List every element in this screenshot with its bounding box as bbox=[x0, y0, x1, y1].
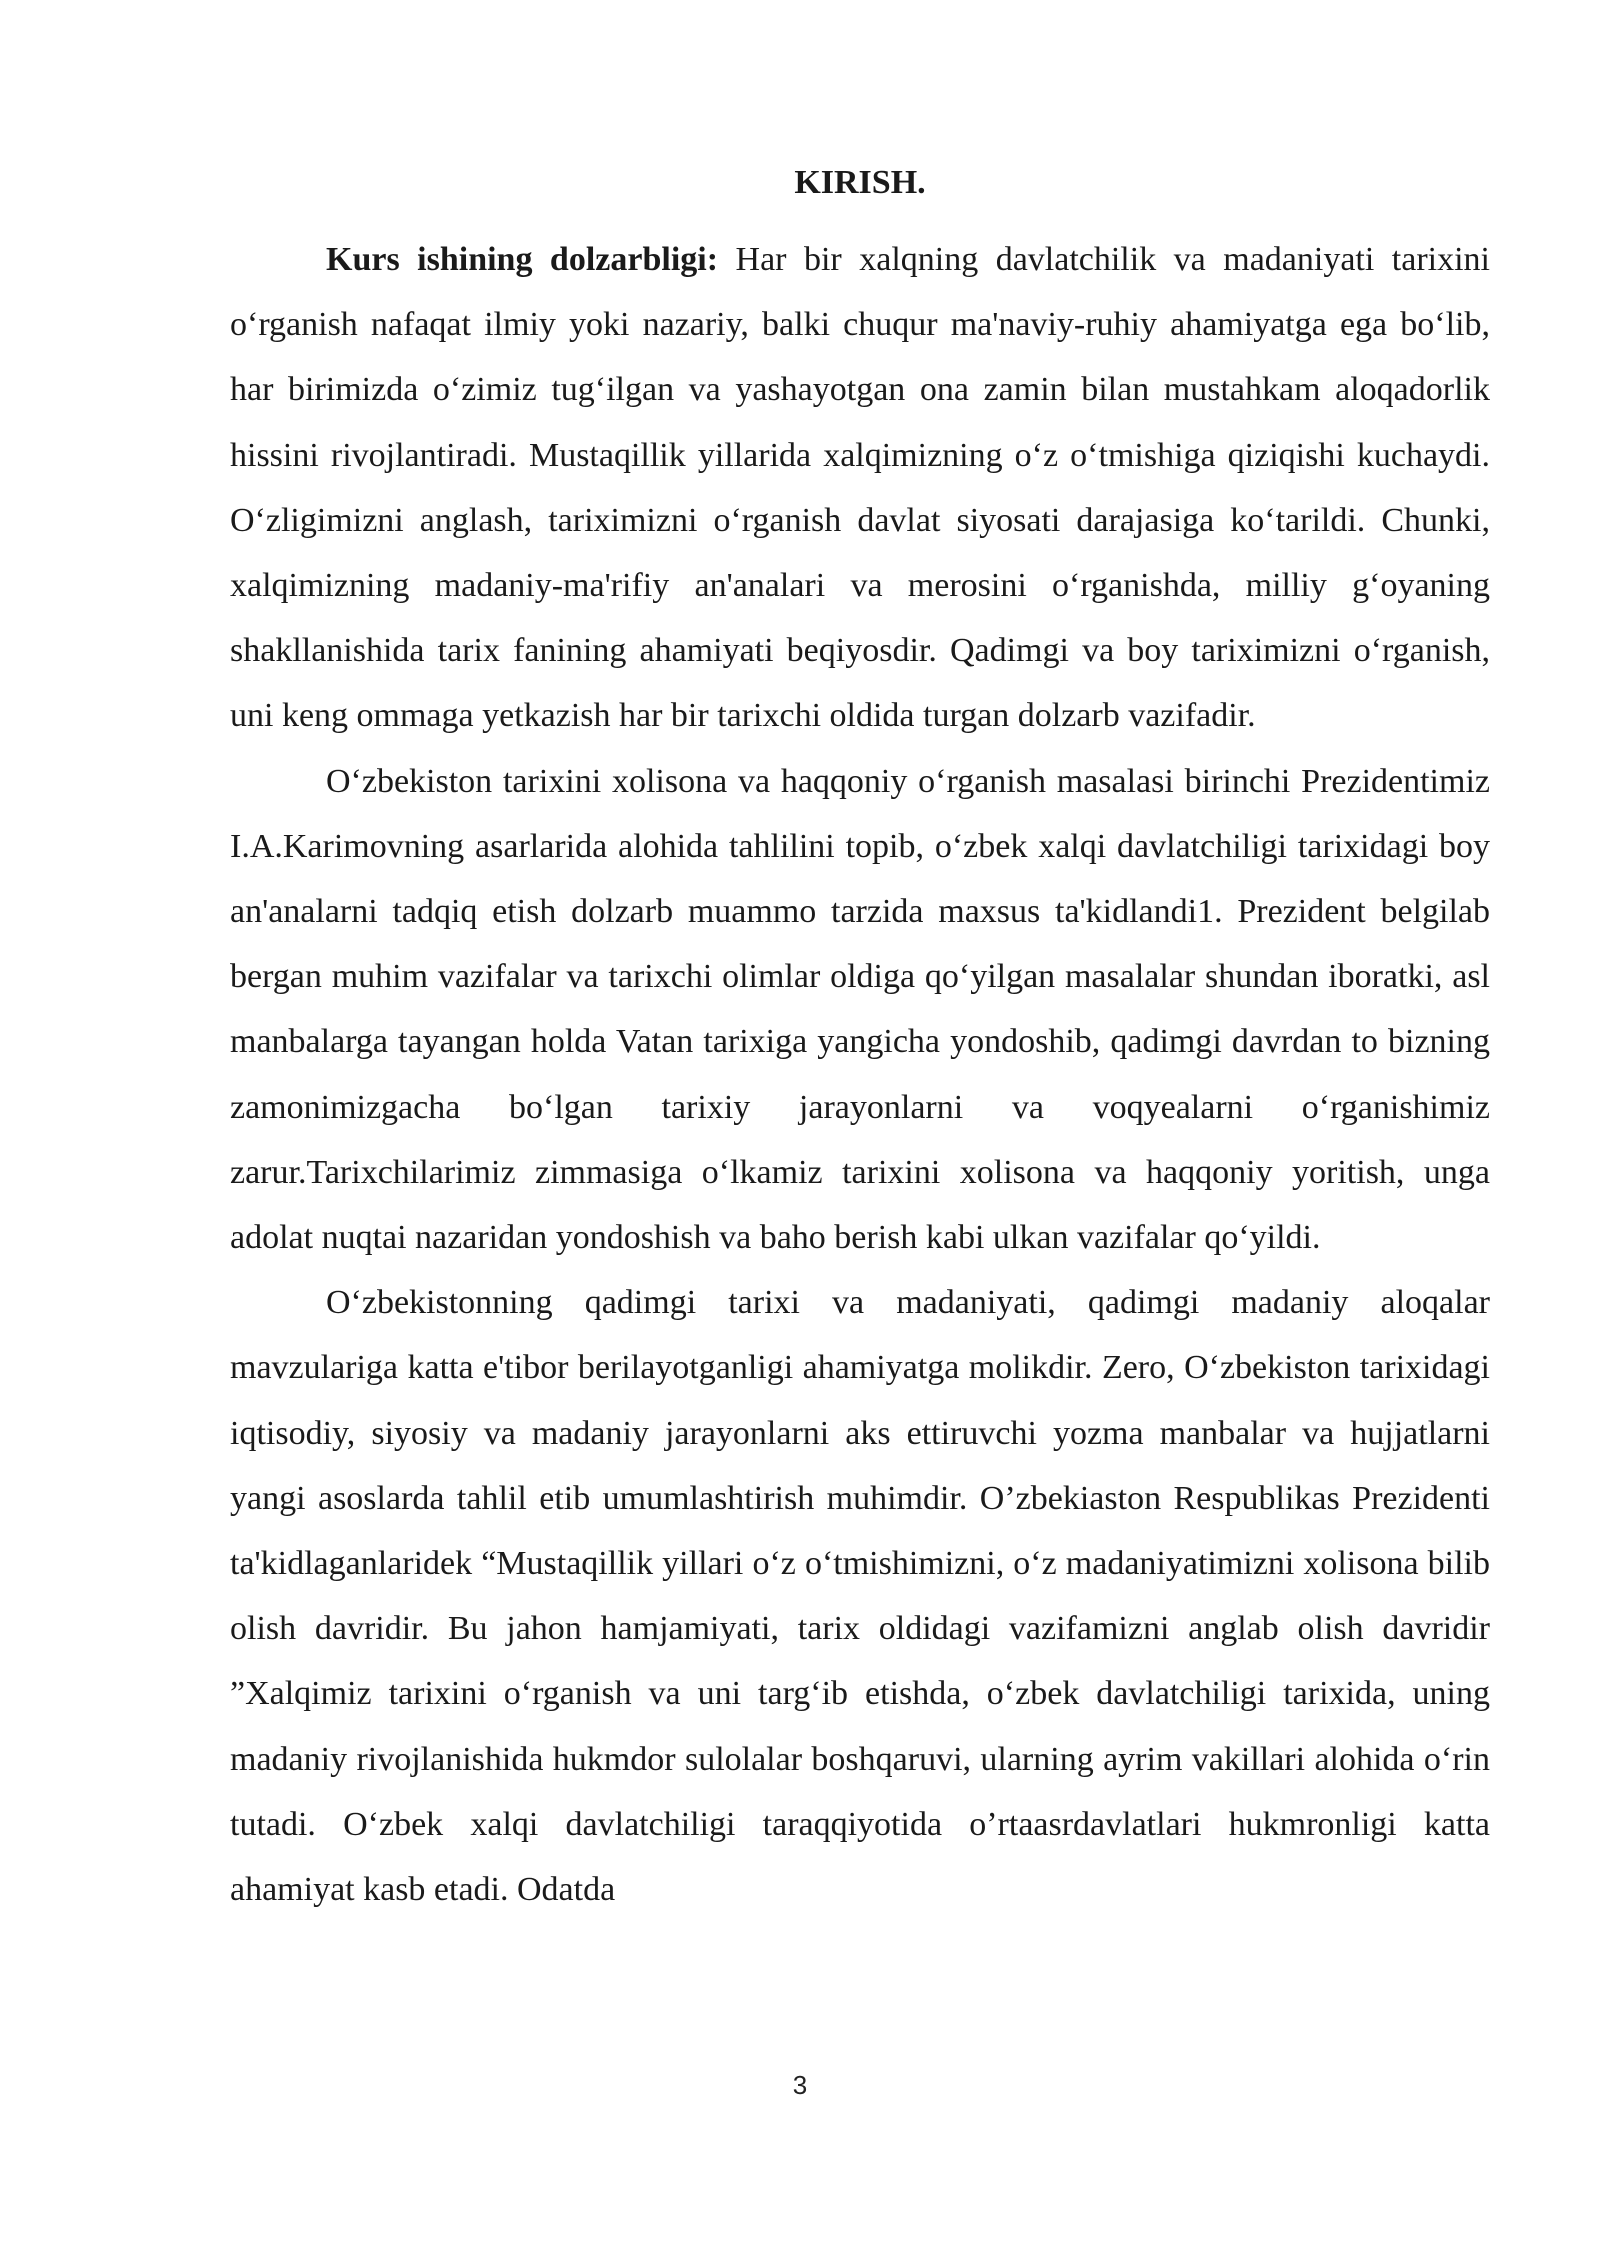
paragraph-relevance bbox=[230, 227, 1490, 749]
paragraph-history-study bbox=[230, 749, 1490, 1271]
paragraph-text: O‘zbekiston tarixini xolisona va haqqoniy o‘rganish masalasi birinchi Prezidentimiz I.A.Karimovning asarlarida alohida tahlilini topib, o‘zbek xalqi davlatchiligi tarixidagi boy an'analarni tadqiq etish dolzarb muammo tarzida maxsus ta'kidlandi1. Prezident belgilab bergan muhim vazifalar va tarixchi olimlar oldiga qo‘yilgan masalalar shundan iboratki, asl manbalarga tayangan holda Vatan tarixiga yangicha yondoshib, qadimgi davrdan to bizning zamonimizgacha bo‘lgan tarixiy jarayonlarni va voqyealarni o‘rganishimiz zarur.Tarixchilarimiz zimmasiga o‘lkamiz tarixini xolisona va haqqoniy yoritish, unga adolat nuqtai nazaridan yondoshish va baho berish kabi ulkan vazifalar qo‘yildi. bbox=[230, 762, 1490, 1257]
paragraph-text: O‘zbekistonning qadimgi tarixi va madaniyati, qadimgi madaniy aloqalar mavzulariga katta e'tibor berilayotganligi ahamiyatga molikdir. Zero, O‘zbekiston tarixidagi iqtisodiy, siyosiy va madaniy jarayonlarni aks ettiruvchi yozma manbalar va hujjatlarni yangi asoslarda tahlil etib umumlashtirish muhimdir. O’zbekiaston Respublikas Prezidenti ta'kidlaganlaridek “Mustaqillik yillari o‘z o‘tmishimizni, o‘z madaniyatimizni xolisona bilib olish davridir. Bu jahon hamjamiyati, tarix oldidagi vazifamizni anglab olish davridir ”Xalqimiz tarixini o‘rganish va uni targ‘ib etishda, o‘zbek davlatchiligi tarixida, uning madaniy rivojlanishida hukmdor sulolalar boshqaruvi, ularning ayrim vakillari alohida o‘rin tutadi. O‘zbek xalqi davlatchiligi taraqqiyotida o’rtaasrdavlatlari hukmronligi katta ahamiyat kasb etadi. Odatda bbox=[230, 1284, 1490, 1909]
paragraph-text: Har bir xalqning davlatchilik va madaniyati tarixini o‘rganish nafaqat ilmiy yoki nazariy, balki chuqur ma'naviy-ruhiy ahamiyatga ega bo‘lib, har birimizda o‘zimiz tug‘ilgan va yashayotgan ona zamin bilan mustahkam aloqadorlik hissini rivojlantiradi. Mustaqillik yillarida xalqimizning o‘z o‘tmishiga qiziqishi kuchaydi. O‘zligimizni anglash, tariximizni o‘rganish davlat siyosati darajasiga ko‘tarildi. Chunki, xalqimizning madaniy-ma'rifiy an'analari va merosini o‘rganishda, milliy g‘oyaning shakllanishida tarix fanining ahamiyati beqiyosdir. Qadimgi va boy tariximizni o‘rganish, uni keng ommaga yetkazish har bir tarixchi oldida turgan dolzarb vazifadir. bbox=[230, 241, 1490, 735]
section-title: KIRISH. bbox=[794, 164, 926, 201]
page-number: 3 bbox=[792, 2070, 808, 2100]
paragraph-ancient-culture bbox=[230, 1270, 1490, 1922]
document-body bbox=[230, 150, 1490, 1922]
paragraph-lead: Kurs ishining dolzarbligi: bbox=[326, 241, 719, 278]
